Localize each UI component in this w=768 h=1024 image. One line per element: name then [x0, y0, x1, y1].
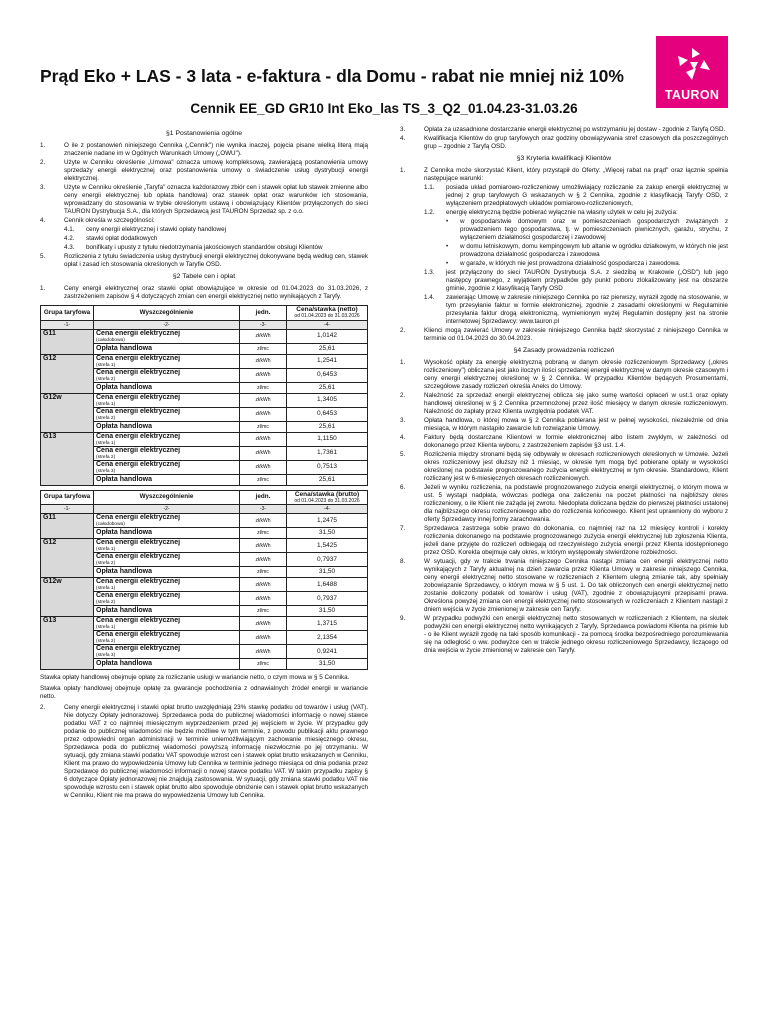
list-item [64, 226, 368, 234]
unit-cell: zł/kWh [240, 446, 287, 460]
bullet-icon: • [446, 218, 449, 225]
item-number: 8. [400, 558, 406, 565]
list-item [400, 359, 728, 391]
item-zone: (strefa 1) [96, 440, 116, 446]
item-name-cell [94, 578, 240, 592]
item-text: stawki opłat dodatkowych [86, 235, 158, 242]
value-cell: 1,0142 [287, 329, 368, 343]
list-item [400, 126, 728, 134]
column-header-group: Grupa taryfowa [41, 490, 94, 505]
item-name: Cena energii elektrycznej [96, 329, 181, 337]
item-text: Z Cennika może skorzystać Klient, który przystąpił do Oferty: „Więcej rabat na prąd" oraz łącznie spełnia następujące warunki: [424, 167, 728, 182]
tariff-group-cell: G12w [41, 393, 94, 432]
value-cell: 1,5425 [287, 539, 368, 553]
section-3-subitems [400, 184, 728, 217]
column-header-name: Wyszczególnienie [94, 306, 240, 321]
index-cell: -3- [240, 505, 287, 514]
header-value-label: Cena/stawka (brutto) [294, 490, 360, 498]
item-zone: (całodobowa) [96, 522, 125, 527]
item-zone: (strefa 2) [96, 600, 116, 605]
document-subtitle: Cennik EE_GD GR10 Int Eko_las TS_3_Q2_01.04.23-31.03.26 [190, 101, 578, 116]
item-name-cell [94, 393, 240, 407]
tariff-group-cell: G11 [41, 329, 94, 354]
item-number: 5. [40, 253, 46, 260]
unit-cell: zł/kWh [240, 631, 287, 645]
item-name: Opłata handlowa [96, 344, 153, 352]
list-item [40, 217, 368, 225]
list-item [400, 451, 728, 483]
bullet-item [446, 260, 728, 268]
item-number: 1. [400, 359, 406, 366]
item-name-cell [94, 645, 240, 659]
list-item [400, 327, 728, 343]
unit-cell: zł/kWh [240, 514, 287, 528]
item-zone: (strefa 1) [96, 625, 116, 630]
item-number: 4. [40, 217, 46, 224]
item-name-cell [94, 382, 240, 393]
table-header-row [41, 490, 368, 505]
tauron-logo [656, 36, 728, 108]
item-text: ceny energii elektrycznej i stawki opłaty handlowej [86, 226, 227, 233]
item-name-cell [94, 606, 240, 617]
item-name-cell [94, 567, 240, 578]
item-number: 1.4. [424, 294, 435, 301]
value-cell: 0,6453 [287, 407, 368, 421]
item-name-cell [94, 592, 240, 606]
item-name: Cena energii elektrycznej [96, 368, 181, 376]
unit-cell: zł/kWh [240, 578, 287, 592]
item-text: Należność za sprzedaż energii elektrycznej oblicza się jako sumę wartości opłaceń w ust.1 oraz opłaty handlowej określonej w § 2 Cennika przemnożonej przez ilość miesięcy w danym okresie rozliczeniowym. Należność do zapłaty przez Klienta uwzględnia podatek VAT. [424, 392, 728, 415]
list-item [400, 167, 728, 183]
item-text: Rozliczenia z tytułu świadczenia usług dystrybucji energii elektrycznej dokonywane będą według cen, stawek opłat i zasad ich stosowania określonych w Taryfie OSD. [64, 253, 368, 268]
bullet-text: w garaże, w których nie jest prowadzona działalność gospodarcza i zawodowa. [460, 260, 681, 267]
item-name: Cena energii elektrycznej [96, 432, 181, 440]
item-name: Opłata handlowa [96, 529, 153, 536]
item-number: 9. [400, 615, 406, 622]
item-text: Faktury będą dostarczane Klientowi w formie elektronicznej albo listem zwykłym, w zależności od dokonanego przez Klienta wyboru, z zastrzeżeniem zapisów §3 ust. 1.4. [424, 434, 728, 449]
item-number: 3. [40, 184, 46, 191]
item-number: 6. [400, 484, 406, 491]
value-cell: 25,61 [287, 343, 368, 354]
value-cell: 0,7937 [287, 592, 368, 606]
index-cell: -1- [41, 505, 94, 514]
table-row [41, 354, 368, 368]
value-cell: 1,3715 [287, 617, 368, 631]
item-zone: (strefa 1) [96, 401, 116, 407]
item-text: Sprzedawca zastrzega sobie prawo do dokonania, co najmniej raz na 12 miesięcy kontroli i korekty rozliczenia dokonanego na podstawie prognozowanego zużycia energii elektrycznej lub zgłoszenia Klienta, jeżeli dane przyjęte do rozliczeń odbiegają od rzeczywistego zużycia energii przez Klienta idostępnionego przez OSD. Korekta obejmuje cały okres, w którym występowały stwierdzone rozbieżności. [424, 525, 728, 556]
index-cell: -4- [287, 320, 368, 329]
value-cell: 0,6453 [287, 368, 368, 382]
list-item [424, 294, 728, 326]
item-name: Opłata handlowa [96, 568, 153, 575]
section-4-items [400, 359, 728, 655]
item-name-cell [94, 329, 240, 343]
item-zone: (strefa 1) [96, 586, 116, 591]
note-paragraph: Stawka opłaty handlowej obejmuje opłatę za gwarancje pochodzenia z odnawialnych źródeł energii w wariancie netto. [40, 685, 368, 700]
item-name-cell [94, 460, 240, 474]
table-header-row [41, 306, 368, 321]
item-name: Opłata handlowa [96, 660, 153, 667]
value-cell: 1,6488 [287, 578, 368, 592]
item-text: O ile z postanowień niniejszego Cennika („Cennik") nie wynika inaczej, pojęcia pisane wielką literą mają znaczenie nadane im w Ogólnych Warunkach Umowy („OWU"). [64, 142, 368, 157]
list-item [424, 269, 728, 293]
unit-cell: zł/kWh [240, 354, 287, 368]
item-name: Opłata handlowa [96, 475, 153, 483]
header-value-label: Cena/stawka (netto) [296, 306, 358, 313]
item-number: 1.2. [424, 209, 435, 216]
item-zone: (całodobowa) [96, 337, 125, 343]
item-number: 4. [400, 434, 406, 441]
item-text: posiada układ pomiarowo-rozliczeniowy umożliwiający rozliczanie za zakup energii elektrycznej w jednej z grup taryfowych G wskazanych w § 2 Cennika, zgodnie z klasyfikacją Taryfy OSD, z wyłączeniem przedpłatowych układów pomiarowo-rozliczeniowych, [446, 184, 728, 207]
list-item [400, 434, 728, 450]
value-cell: 1,2475 [287, 514, 368, 528]
unit-cell: zł/kWh [240, 553, 287, 567]
unit-cell: zł/mc [240, 382, 287, 393]
value-cell: 31,50 [287, 528, 368, 539]
price-table [40, 305, 368, 486]
item-name: Cena energii elektrycznej [96, 617, 181, 624]
item-name-cell [94, 631, 240, 645]
item-number: 4.2. [64, 235, 75, 242]
unit-cell: zł/mc [240, 567, 287, 578]
list-item [64, 235, 368, 243]
unit-cell: zł/kWh [240, 432, 287, 446]
value-cell: 0,9241 [287, 645, 368, 659]
item-name: Cena energii elektrycznej [96, 539, 181, 546]
item-text: Cennik określa w szczególności: [64, 217, 155, 224]
unit-cell: zł/mc [240, 528, 287, 539]
section-2-continued-items [400, 126, 728, 151]
value-cell: 25,61 [287, 421, 368, 432]
list-item [40, 704, 368, 800]
list-item [400, 615, 728, 655]
item-name-cell [94, 446, 240, 460]
item-name-cell [94, 407, 240, 421]
index-cell: -2- [94, 505, 240, 514]
item-number: 7. [400, 525, 406, 532]
index-cell: -3- [240, 320, 287, 329]
list-item [400, 392, 728, 416]
column-header-group: Grupa taryfowa [41, 306, 94, 321]
unit-cell: zł/kWh [240, 460, 287, 474]
bullet-text: w domu letniskowym, domu kempingowym lub altanie w ogródku działkowym, w których nie jest prowadzona działalność gospodarcza i zawodowa [460, 243, 728, 258]
item-name: Cena energii elektrycznej [96, 446, 181, 454]
price-tables [40, 305, 368, 670]
item-number: 2. [40, 159, 46, 166]
item-name-cell [94, 354, 240, 368]
table-row [41, 432, 368, 446]
item-number: 5. [400, 451, 406, 458]
item-name: Cena energii elektrycznej [96, 645, 181, 652]
item-name-cell [94, 343, 240, 354]
value-cell: 25,61 [287, 382, 368, 393]
value-cell: 0,7937 [287, 553, 368, 567]
value-cell: 31,50 [287, 659, 368, 670]
item-number: 4.3. [64, 244, 75, 251]
item-text: zawierając Umowę w zakresie niniejszego Cennika po raz pierwszy, wyraził zgodę na stosowanie, w tym przesyłanie faktur w formie elektronicznej, zgodnie z zasadami określonymi w Regulaminie przesyłania faktur drogą elektroniczną, wymienionym wyżej Regulamin dostępny jest na stronie internetowej Sprzedawcy: www.tauron.pl [446, 294, 728, 325]
item-name: Cena energii elektrycznej [96, 592, 181, 599]
index-cell: -4- [287, 505, 368, 514]
value-cell: 1,2541 [287, 354, 368, 368]
item-name: Opłata handlowa [96, 607, 153, 614]
section-3-subitems-2 [400, 269, 728, 326]
tariff-group-cell: G12w [41, 578, 94, 617]
item-text: Rozliczenia między stronami będą się odbywały w okresach rozliczeniowych określonych w Umowie. Jeżeli okres rozliczeniowy jest dłuższy niż 1 miesiąc, w okresie tym mogą być pobierane opłaty w wysokości określonej na podstawie prognozowanego zużycia energii elektrycznej w tym okresie. Standardowo, Klient rozliczany jest w 6-miesięcznych okresach rozliczeniowych. [424, 451, 728, 482]
tariff-group-cell: G13 [41, 617, 94, 670]
item-number: 1.3. [424, 269, 435, 276]
left-column [40, 126, 368, 801]
item-number: 1. [40, 142, 46, 149]
unit-cell: zł/kWh [240, 329, 287, 343]
table-row [41, 393, 368, 407]
right-column [400, 126, 728, 656]
item-text: Ceny energii elektrycznej i stawki opłat brutto uwzględniają 23% stawkę podatku od towarów i usług (VAT). Nie dotyczy Opłaty jednorazowej. Sprzedawca poda do publicznej wiadomości informację o nowej stawce podatku VAT z co najmniej miesięcznym wyprzedzeniem przed jej wejściem w życie. W przypadku gdy podanie do publicznej wiadomości nie będzie możliwe w tym terminie, z powodu publikacji aktu prawnego przez odpowiedni organ administracji w terminie uniemożliwiającym zachowanie miesięcznego okresu, Sprzedawca poda do publicznej wiadomości powyższą informację niezwłocznie po jej otrzymaniu. W sytuacji, gdy zmiana stawki podatku VAT spowoduje wzrost cen i stawek opłat brutto wskazanych w Cenniku, Klient ma prawo do wypowiedzenia Umowy lub Cennika w terminie jednego miesiąca od dnia podania przez Sprzedawcę do publicznej wiadomości informacji o nowej stawce podatku VAT. W takim przypadku zapisy § 6 dotyczące Opłaty jednorazowej nie znajdują zastosowania. W sytuacji, gdy zmiana stawki podatku VAT nie spowoduje wzrostu cen i stawek opłat brutto albo spowoduje obniżenie cen i stawek opłat brutto wskazanych w Cenniku, Klient nie ma prawa do wypowiedzenia Umowy lub Cennika. [64, 704, 368, 799]
item-text: Opłata za uzasadnione dostarczanie energii elektrycznej po wstrzymaniu jej dostaw - zgodnie z Taryfą OSD. [424, 126, 726, 133]
item-name: Cena energii elektrycznej [96, 514, 181, 521]
item-number: 3. [400, 417, 406, 424]
list-item [400, 484, 728, 524]
item-name-cell [94, 553, 240, 567]
table-row [41, 329, 368, 343]
item-zone: (strefa 2) [96, 639, 116, 644]
section-heading-3: §3 Kryteria kwalifikacji Klientów [516, 155, 612, 162]
list-item [40, 142, 368, 158]
item-number: 2. [400, 327, 406, 334]
column-header-unit: jedn. [240, 306, 287, 321]
tauron-logo-icon [670, 44, 714, 84]
tariff-group-cell: G12 [41, 539, 94, 578]
unit-cell: zł/mc [240, 343, 287, 354]
bullet-text: w gospodarstwie domowym oraz w pomieszczeniach gospodarczych związanych z prowadzeniem tego gospodarstwa, tj. w pomieszczeniach piwnicznych, garażu, strychu, z wyłączeniem działalności gospodarczej i zawodowej [460, 218, 728, 241]
item-text: Opłata handlowa, o której mowa w § 2 Cennika pobierana jest w pełnej wysokości, niezależnie od dnia miesiąca, w którym nastąpiło zawarcie lub rozwiązanie Umowy. [424, 417, 728, 432]
unit-cell: zł/mc [240, 474, 287, 485]
item-zone: (strefa 2) [96, 454, 116, 460]
list-item [424, 209, 728, 217]
value-cell: 1,1150 [287, 432, 368, 446]
list-item [40, 159, 368, 183]
item-number: 2. [40, 704, 46, 711]
list-item [424, 184, 728, 208]
item-name: Cena energii elektrycznej [96, 460, 181, 468]
unit-cell: zł/kWh [240, 539, 287, 553]
list-item [40, 184, 368, 216]
item-text: Wysokość opłaty za energię elektryczną pobraną w danym okresie rozliczeniowym Sprzedawcy („okres rozliczeniowy") obliczana jest jako iloczyn ilości sprzedanej energii elektrycznej w danym okresie czasowym i ceny energii elektrycznej określonej w § 2 Cennika. W przypadku Klientów będących Prosumentami, szczegółowe zasady rozliczeń określa Aneks do Umowy. [424, 359, 728, 390]
value-cell: 25,61 [287, 474, 368, 485]
unit-cell: zł/mc [240, 421, 287, 432]
item-name-cell [94, 368, 240, 382]
header-period: od 01.04.2023 do 31.03.2026 [294, 313, 360, 319]
item-number: 1. [40, 285, 46, 292]
bullet-icon: • [446, 260, 449, 267]
unit-cell: zł/kWh [240, 393, 287, 407]
unit-cell: zł/mc [240, 606, 287, 617]
table-index-row [41, 320, 368, 329]
item-name-cell [94, 474, 240, 485]
item-zone: (strefa 3) [96, 653, 116, 658]
table-row [41, 617, 368, 631]
tariff-group-cell: G11 [41, 514, 94, 539]
item-name-cell [94, 659, 240, 670]
item-text: W przypadku podwyżki cen energii elektrycznej netto stosowanych w rozliczeniach z Klientem, na skutek podwyżki cen energii elektrycznej netto wynikających z Taryfy, Sprzedawca powiadomi Klienta na piśmie lub - o ile Klient wyraził zgodę na taki sposób komunikacji - za pomocą środka bezpośredniego porozumiewania się na odległość o ww. podwyżce cen w trakcie jednego okresu rozliczeniowego Sprzedawcy, liczącego od dnia wejścia w życie zmienionej w zakresie cen Taryfy. [424, 615, 728, 654]
table-index-row [41, 505, 368, 514]
list-item [400, 525, 728, 557]
value-cell: 2,1354 [287, 631, 368, 645]
list-item [400, 558, 728, 614]
note-paragraph: Stawka opłaty handlowej obejmuje opłatę za rozliczanie usługi w wariancie netto, o czym mowa w § 5 Cennika. [40, 674, 350, 681]
list-item [40, 285, 368, 301]
unit-cell: zł/mc [240, 659, 287, 670]
section-heading-4: §4 Zasady prowadzenia rozliczeń [513, 347, 615, 354]
unit-cell: zł/kWh [240, 592, 287, 606]
item-name-cell [94, 432, 240, 446]
item-name-cell [94, 514, 240, 528]
header-period: od 01.04.2023 do 31.03.2026 [294, 497, 360, 504]
unit-cell: zł/kWh [240, 617, 287, 631]
section-1-items [40, 142, 368, 225]
table-row [41, 514, 368, 528]
unit-cell: zł/kWh [240, 368, 287, 382]
item-zone: (strefa 2) [96, 561, 116, 566]
bullet-icon: • [446, 243, 449, 250]
value-cell: 31,50 [287, 606, 368, 617]
item-zone: (strefa 3) [96, 468, 116, 474]
section-heading-1: §1 Postanowienia ogólne [166, 130, 242, 137]
item-name-cell [94, 528, 240, 539]
item-text: energię elektryczną będzie pobierać wyłącznie na własny użytek w celu jej zużycia: [446, 209, 678, 216]
table-row [41, 578, 368, 592]
bullet-item [446, 243, 728, 259]
list-item [64, 244, 368, 252]
list-item [40, 253, 368, 269]
item-name: Opłata handlowa [96, 383, 153, 391]
tariff-group-cell: G13 [41, 432, 94, 485]
item-name: Opłata handlowa [96, 422, 153, 430]
item-number: 3. [400, 126, 406, 133]
item-text: Jeżeli w wyniku rozliczenia, na podstawie prognozowanego zużycia energii elektrycznej, o którym mowa w ust. 5 wystąpi nadpłata, wówczas podlega ona zaliczeniu na poczet płatności na najbliższy okres rozliczeniowy, o ile Klient nie zażąda jej zwrotu. Niedopłata doliczana będzie do pierwszej płatności ustalonej dla najbliższego okresu rozliczeniowego albo do rozliczenia końcowego. Klient jest uprawniony do wyboru z oferty Sprzedawcy innej formy zarachowania. [424, 484, 728, 523]
item-text: Użyte w Cenniku określenie „Taryfa" oznacza każdorazowy zbiór cen i stawek opłat lub stawek zmienne albo ceny energii elektrycznej lub opłata handlowa) oraz stawek opłat oraz warunków ich stosowania, wprowadzany do stosowania w trybie określonym ustawą i obowiązujący Klientów przyłączonych do sieci TAURON Dystrybucja S.A., dla których Sprzedawcą jest TAURON Sprzedaż sp. z o.o. [64, 184, 368, 215]
item-number: 1. [400, 167, 406, 174]
item-text: bonifikaty i upusty z tytułu niedotrzymania jakościowych standardów obsługi Klientów [86, 244, 323, 251]
price-table [40, 490, 368, 671]
item-name: Cena energii elektrycznej [96, 354, 181, 362]
unit-cell: zł/kWh [240, 645, 287, 659]
item-text: Klienci mogą zawierać Umowy w zakresie niniejszego Cennika bądź skorzystać z niniejszego Cennika w terminie od 01.04.2023 do 30.04.2023. [424, 327, 728, 342]
item-text: Ceny energii elektrycznej oraz stawki opłat obowiązujące w okresie od 01.04.2023 do 31.03.2026, z zastrzeżeniem zapisów § 4 dotyczących zmian cen energii elektrycznej netto wynikających z Taryfy. [64, 285, 368, 300]
section-3-bullets [400, 218, 728, 268]
section-1-subitems [40, 226, 368, 252]
item-name: Cena energii elektrycznej [96, 553, 181, 560]
index-cell: -1- [41, 320, 94, 329]
value-cell: 1,3405 [287, 393, 368, 407]
index-cell: -2- [94, 320, 240, 329]
item-name: Cena energii elektrycznej [96, 578, 181, 585]
item-text: Użyte w Cenniku określenie „Umowa" oznacza umowę kompleksową, zawierającą postanowienia umowy sprzedaży energii elektrycznej oraz postanowienia umowy o świadczenie usług dystrybucji energii elektrycznej. [64, 159, 368, 182]
item-name: Cena energii elektrycznej [96, 631, 181, 638]
item-name: Cena energii elektrycznej [96, 393, 181, 401]
item-zone: (strefa 1) [96, 362, 116, 368]
item-name: Cena energii elektrycznej [96, 407, 181, 415]
item-text: jest przyłączony do sieci TAURON Dystrybucja S.A. z siedzibą w Krakowie („OSD") lub jego następcy prawnego, z wyjątkiem przypadków gdy punkt poboru zlokalizowany jest na obszarze gminie, zgodnie z klasyfikacją Taryfy OSD [446, 269, 728, 292]
item-number: 1.1. [424, 184, 435, 191]
column-header-value [287, 306, 368, 321]
section-heading-2: §2 Tabele cen i opłat [172, 273, 236, 280]
item-name-cell [94, 617, 240, 631]
column-header-name: Wyszczególnienie [94, 490, 240, 505]
item-zone: (strefa 1) [96, 547, 116, 552]
item-zone: (strefa 2) [96, 376, 116, 382]
item-text: Kwalifikacja Klientów do grup taryfowych oraz godziny obowiązywania stref czasowych dla poszczególnych grup – zgodnie z Taryfą OSD. [424, 135, 728, 150]
item-zone: (strefa 2) [96, 415, 116, 421]
value-cell: 0,7513 [287, 460, 368, 474]
column-header-unit: jedn. [240, 490, 287, 505]
value-cell: 31,50 [287, 567, 368, 578]
item-text: W sytuacji, gdy w trakcie trwania niniejszego Cennika nastąpi zmiana cen energii elektrycznej netto wynikających z Taryfy aktualnej na dzień zawarcia przez Klienta Umowy w zakresie niniejszego Cennika, ceny energii elektrycznej netto stosowane w rozliczeniach z Klientem ulegną zmianie tak, aby spełniały zobowiązanie Sprzedawcy, o którym mowa w § 5 ust. 1. Do tak obliczonych cen energii elektrycznej netto zostanie doliczony podatek od towarów i usług (VAT), zgodnie z obowiązującymi przepisami prawa. Określona powyżej zmiana cen energii elektrycznej netto stosowanych w rozliczeniach z Klientem nastąpi z dniem wejścia w życie zmienionej w zakresie cen Taryfy. [424, 558, 728, 613]
document-title: Prąd Eko + LAS - 3 lata - e-faktura - dla Domu - rabat nie mniej niż 10% [40, 66, 624, 86]
list-item [400, 417, 728, 433]
logo-text: TAURON [664, 88, 720, 102]
item-number: 2. [400, 392, 406, 399]
item-number: 4.1. [64, 226, 75, 233]
value-cell: 1,7361 [287, 446, 368, 460]
table-row [41, 539, 368, 553]
item-number: 4. [400, 135, 406, 142]
item-name-cell [94, 421, 240, 432]
item-name-cell [94, 539, 240, 553]
column-header-value [287, 490, 368, 505]
unit-cell: zł/kWh [240, 407, 287, 421]
bullet-item [446, 218, 728, 242]
list-item [400, 135, 728, 151]
tariff-group-cell: G12 [41, 354, 94, 393]
